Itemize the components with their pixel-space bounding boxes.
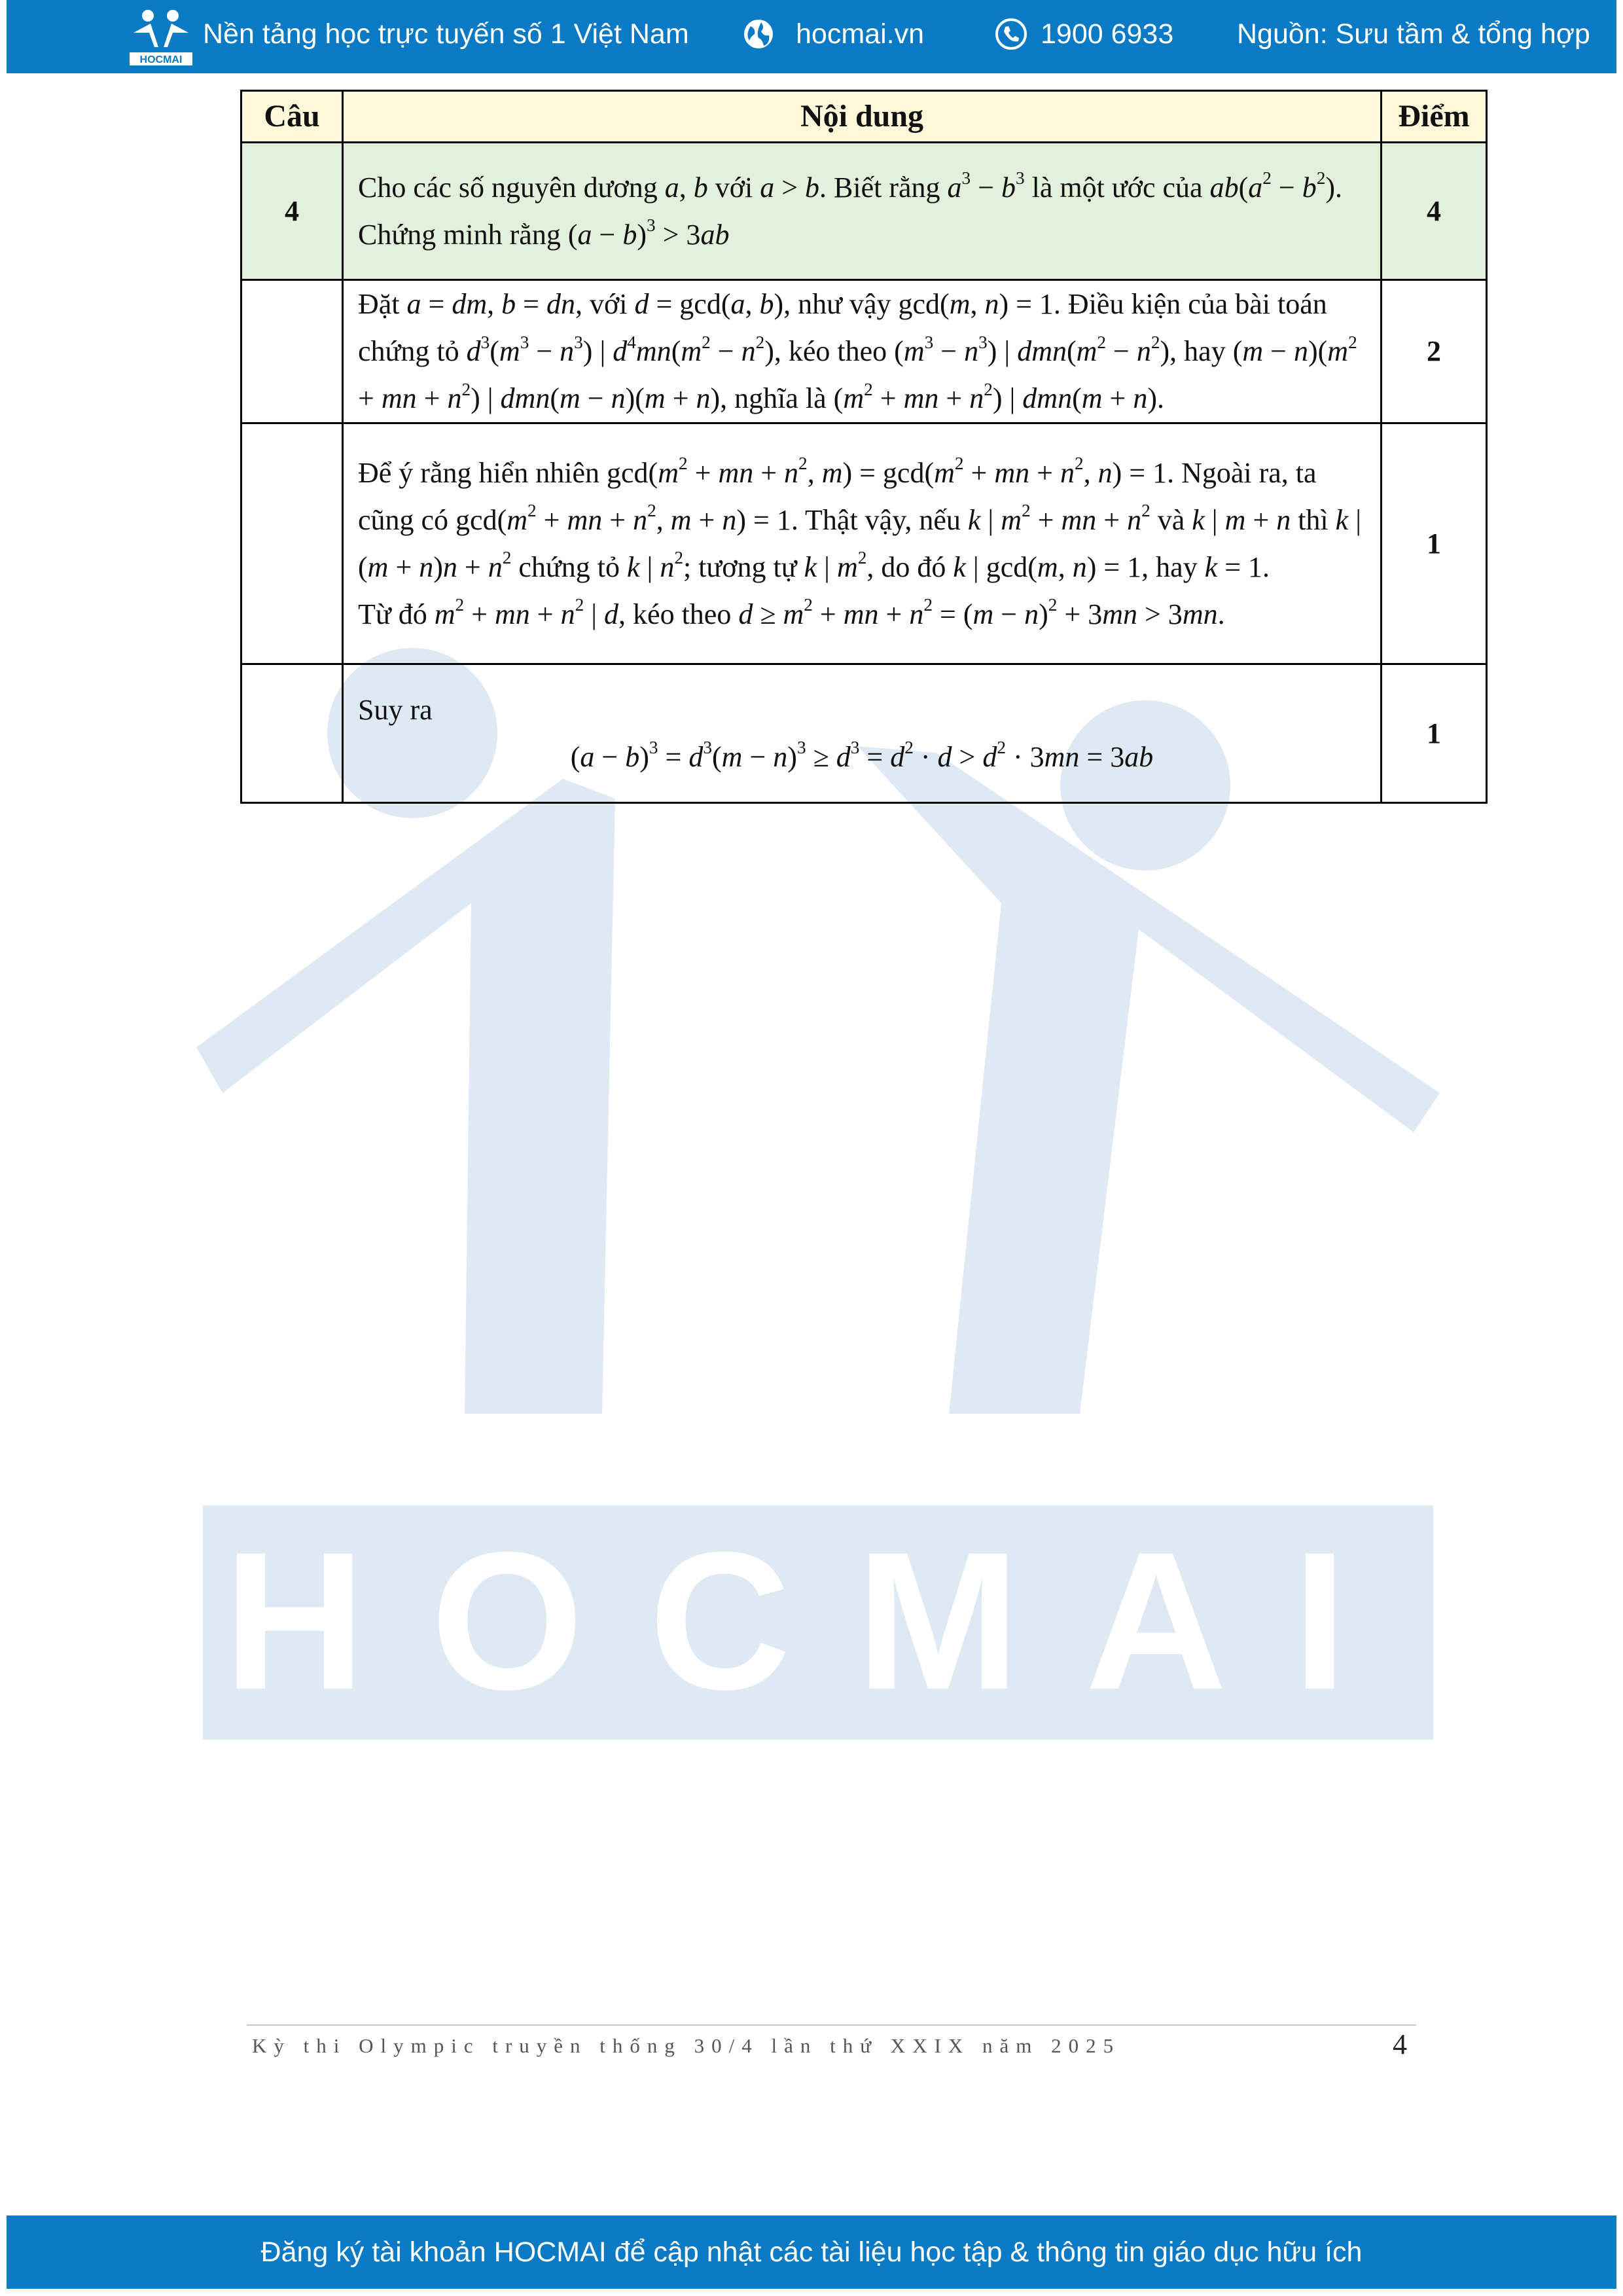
solution-step-2: Để ý rằng hiển nhiên $\gcd(m^2$ + mn + $n^2$, $m) = \gcd(m^2$ + mn + $n^2$, n) = 1. Ngoài ra, ta cũng có $\gcd(m^2$ + mn + $n^2$, m + n) = 1. Thật vậy, nếu k | $m^2$ + mn + $n^2$ và k | m + n thì k | $(m + n)n + n^2$ chứng tỏ k | $n^2$; tương tự k | $m^2$, do đó k | gcd(m, n) = 1, hay k = 1. Từ đó $m^2$ + mn + $n^2$ | d, kéo theo $d \ge m^2$ + mn + $n^2 = (m - n)^2 + 3mn > 3mn$. [343,423,1382,664]
globe-icon [741,17,776,51]
signup-banner[interactable]: Đăng ký tài khoản HOCMAI để cập nhật các tài liệu học tập & thông tin giáo dục hữu ích [7,2215,1616,2289]
hocmai-logo-icon [128,7,194,67]
conclusion-label: Suy ra [358,693,433,726]
phone-icon [994,17,1028,51]
top-banner [7,0,1616,73]
slogan: Nền tảng học trực tuyến số 1 Việt Nam [203,18,689,50]
source-note: Nguồn: Sưu tầm & tổng hợp [1237,18,1590,50]
step-2-points: 1 [1382,423,1487,664]
page-number: 4 [1393,2028,1407,2060]
problem-number: 4 [241,143,343,280]
step-3-points: 1 [1382,664,1487,803]
solution-step-row [241,664,1487,803]
solution-step-row [241,423,1487,664]
svg-text:HOCMAI: HOCMAI [223,1511,1413,1731]
exam-name: Kỳ thi Olympic truyền thống 30/4 lần thứ XXIX năm 2025 [252,2034,1121,2057]
solution-step-row [241,280,1487,423]
step-1-points: 2 [1382,280,1487,423]
problem-statement: Cho các số nguyên dương a, b với a > b. Biết rằng $a^3 - b^3$ là một ước của $ab(a^2 - b^2)$. Chứng minh rằng $(a - b)^3 > 3ab$ [343,143,1382,280]
table-header-row [241,91,1487,143]
footer-divider [247,2024,1416,2026]
website-link[interactable]: hocmai.vn [796,18,924,50]
solution-step-1: Đặt a = dm, b = dn, với d = gcd(a, b), như vậy gcd(m, n) = 1. Điều kiện của bài toán chứng tỏ $d^3(m^3 - n^3)$ | $d^4mn(m^2 - n^2)$, kéo theo $(m^3 - n^3)$ | $dmn(m^2 - n^2)$, hay $(m - n)(m^2$ + mn + $n^2$) | dmn(m − n)(m + n), nghĩa là ($m^2$ + mn + $n^2$) | dmn(m + n). [343,280,1382,423]
phone-number[interactable]: 1900 6933 [1041,18,1174,50]
problem-points: 4 [1382,143,1487,280]
column-header-content: Nội dung [343,91,1382,143]
column-header-question: Câu [241,91,343,143]
solution-step-3 [343,664,1382,803]
final-inequality: $(a - b)^3 = d^3(m - n)^3 \ge d^3 = d^2 \cdot d > d^2 \cdot 3mn = 3ab$ [570,738,1154,773]
svg-text:HOCMAI: HOCMAI [139,54,183,65]
problem-row [241,143,1487,280]
column-header-points: Điểm [1382,91,1487,143]
solution-table [240,90,1488,804]
